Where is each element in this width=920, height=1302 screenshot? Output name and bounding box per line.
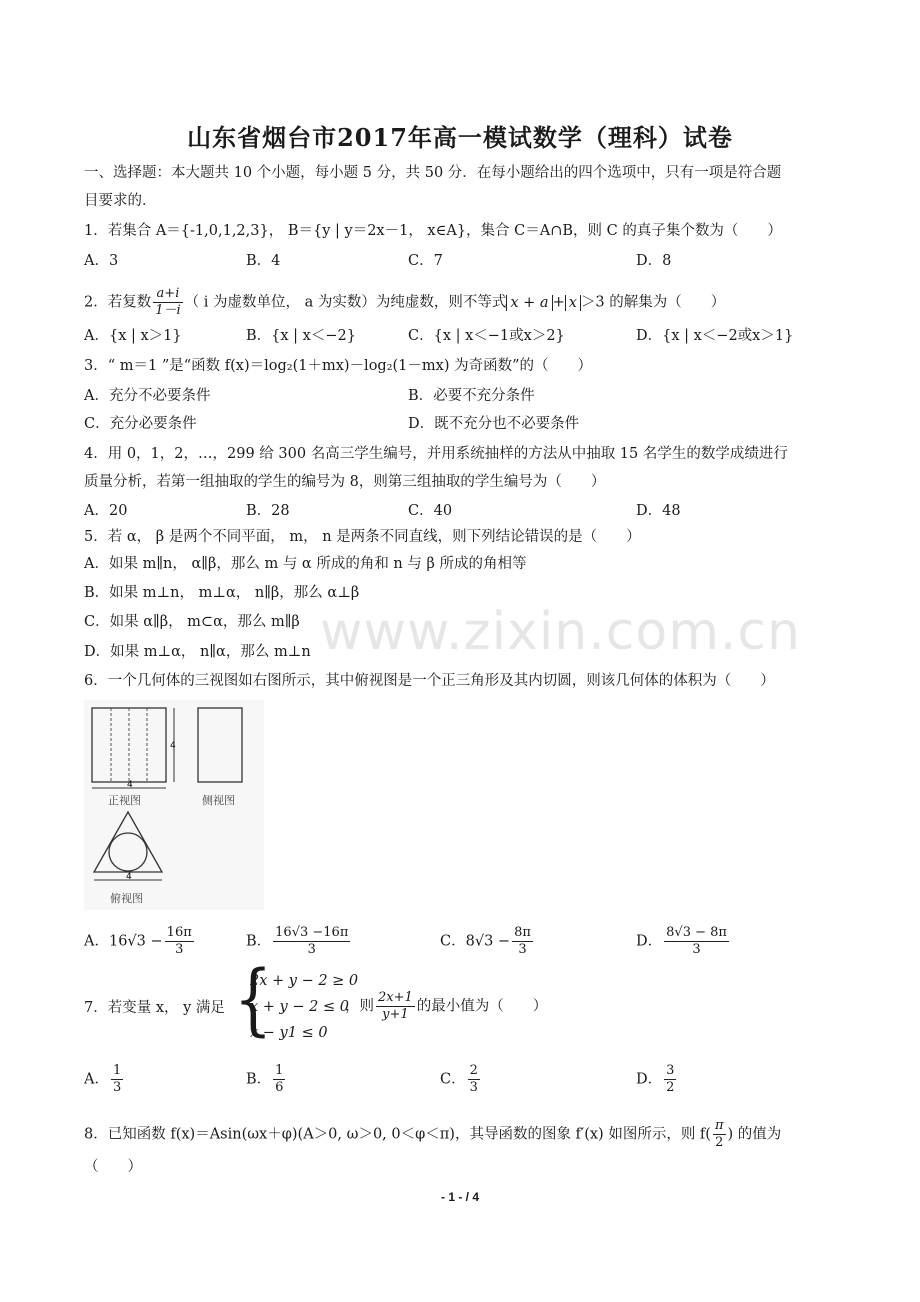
q5-option-b: B．如果 m⊥n， m⊥α， n∥β，那么 α⊥β <box>84 585 360 601</box>
q8-stem <box>84 1118 844 1151</box>
q2-plus: + <box>552 294 565 311</box>
q8-frac-den: 2 <box>715 1135 724 1150</box>
q7-d-num: 3 <box>666 1063 675 1078</box>
q2-option-b: B．{x | x＜−2} <box>246 328 356 344</box>
q2-stem <box>84 286 844 319</box>
q7-a-den: 3 <box>112 1080 122 1095</box>
q6-a-frac <box>165 925 194 958</box>
section-instructions-line1: 一、选择题：本大题共 10 个小题，每小题 5 分，共 50 分．在每小题给出的四个选项中，只有一项是符合题 <box>84 165 782 181</box>
q6-option-a <box>84 925 196 958</box>
front-width-label: 4 <box>127 780 133 790</box>
q7-a-num: 1 <box>112 1063 122 1078</box>
q8-suffix: ) 的值为 <box>727 1126 782 1143</box>
q7-constraint-3: x − y1 ≤ 0 <box>250 1025 328 1041</box>
q6-stem: 6．一个几何体的三视图如右图所示，其中俯视图是一个正三角形及其内切圆，则该几何体的体积为（ ） <box>84 673 775 689</box>
q4-option-c: C．40 <box>408 503 453 519</box>
q7-brace: { <box>234 954 273 1046</box>
q1-option-a: A．3 <box>84 253 119 269</box>
q7-tail <box>345 990 547 1023</box>
q7-c-den: 3 <box>469 1080 478 1095</box>
q7-constraint-2: x + y − 2 ≤ 0 <box>250 999 349 1015</box>
q4-option-b: B．28 <box>246 503 290 519</box>
q7-option-c <box>440 1063 482 1096</box>
q3-option-d: D．既不充分也不必要条件 <box>408 416 580 432</box>
q6-b-num: 16√3 −16π <box>275 925 349 940</box>
q6-option-d <box>636 925 731 958</box>
q6-a-pre: 16√3 − <box>108 933 163 950</box>
q8-answer-paren: （ ） <box>84 1159 142 1175</box>
q6-a-num: 16π <box>166 925 192 940</box>
q2-option-a: A．{x | x＞1} <box>84 328 182 344</box>
q5-option-d: D．如果 m⊥α， n∥α，那么 m⊥n <box>84 644 311 660</box>
q6-b-label: B． <box>246 933 272 950</box>
q7-a-label: A． <box>84 1071 109 1088</box>
q2-fraction <box>153 286 182 319</box>
q6-d-den: 3 <box>692 942 701 957</box>
q4-stem-line2: 质量分析，若第一组抽取的学生的编号为 8，则第三组抽取的学生编号为（ ） <box>84 474 606 490</box>
q4-option-a: A．20 <box>84 503 128 519</box>
front-view-label: 正视图 <box>108 794 141 807</box>
q2-option-c: C．{x | x＜−1或x＞2} <box>408 328 565 344</box>
q6-d-label: D． <box>636 933 663 950</box>
q7-d-frac <box>664 1063 676 1096</box>
q5-option-a: A．如果 m∥n， α∥β，那么 m 与 α 所成的角和 n 与 β 所成的角相等 <box>84 556 527 572</box>
q7-frac-den: y+1 <box>382 1007 409 1022</box>
q7-option-d <box>636 1063 678 1096</box>
page-footer: - 1 - / 4 <box>440 1190 479 1204</box>
q3-stem: 3．“ m＝1 ”是“函数 f(x)＝log₂(1＋mx)－log₂(1－mx) 为奇函数”的（ ） <box>84 358 593 374</box>
q7-option-b <box>246 1063 287 1096</box>
q6-c-num: 8π <box>514 925 531 940</box>
q2-suffix2: ＞3 的解集为（ ） <box>580 294 726 311</box>
q7-a-frac <box>111 1063 123 1096</box>
page-title: 山东省烟台市2017年高一模试数学（理科）试卷 <box>187 123 733 152</box>
q6-option-b <box>246 925 352 958</box>
q6-c-pre: 8√3 − <box>465 933 511 950</box>
q2-suffix1: （ i 为虚数单位， a 为实数）为纯虚数，则不等式 <box>184 294 507 311</box>
three-view-figure <box>84 700 264 910</box>
q2-frac-num: a+i <box>153 286 182 303</box>
q7-b-den: 6 <box>275 1080 284 1095</box>
q7-suffix: 的最小值为（ ） <box>416 998 548 1015</box>
q6-a-den: 3 <box>175 942 184 957</box>
q7-option-a <box>84 1063 125 1096</box>
q6-c-den: 3 <box>518 942 527 957</box>
q2-abs1: x + a <box>506 295 552 311</box>
q4-option-d: D．48 <box>636 503 681 519</box>
q1-stem: 1．若集合 A＝{-1,0,1,2,3}， B＝{y | y＝2x－1， x∈A}，集合 C＝A∩B，则 C 的真子集个数为（ ） <box>84 223 782 239</box>
q7-frac <box>376 990 415 1023</box>
q6-d-num: 8√3 − 8π <box>666 925 727 940</box>
top-view-label: 俯视图 <box>110 892 143 905</box>
q2-frac-den: 1－i <box>155 303 181 318</box>
q7-d-label: D． <box>636 1071 663 1088</box>
q7-constraint-1: 2x + y − 2 ≥ 0 <box>250 973 359 989</box>
top-base-label: 4 <box>126 872 132 882</box>
q6-c-label: C． <box>440 933 466 950</box>
side-view-label: 侧视图 <box>202 794 235 807</box>
q1-option-c: C．7 <box>408 253 443 269</box>
watermark: www.zixin.com.cn <box>320 602 801 662</box>
front-height-label: 4 <box>170 741 176 751</box>
q1-option-d: D．8 <box>636 253 672 269</box>
q2-option-d: D．{x | x＜−2或x＞1} <box>636 328 794 344</box>
section-instructions-line2: 目要求的． <box>84 193 157 209</box>
q2-abs2: x <box>565 295 581 311</box>
q3-option-a: A．充分不必要条件 <box>84 388 211 404</box>
q3-option-b: B．必要不充分条件 <box>408 388 535 404</box>
q7-d-den: 2 <box>666 1080 675 1095</box>
q8-frac <box>713 1118 726 1151</box>
q6-d-frac <box>664 925 729 958</box>
q7-c-num: 2 <box>469 1063 478 1078</box>
q5-option-c: C．如果 α∥β， m⊂α，那么 m∥β <box>84 614 300 630</box>
q2-prefix: 2．若复数 <box>84 294 152 311</box>
q7-c-label: C． <box>440 1071 466 1088</box>
q1-option-b: B．4 <box>246 253 281 269</box>
q5-stem: 5．若 α， β 是两个不同平面， m， n 是两条不同直线，则下列结论错误的是（ ） <box>84 529 641 545</box>
q3-option-c: C．充分必要条件 <box>84 416 197 432</box>
q7-b-label: B． <box>246 1071 272 1088</box>
q6-b-frac <box>273 925 350 958</box>
q6-c-frac <box>512 925 533 958</box>
q7-b-frac <box>273 1063 285 1096</box>
q7-c-frac <box>468 1063 480 1096</box>
q6-b-den: 3 <box>307 942 316 957</box>
q7-frac-num: 2x+1 <box>378 990 413 1005</box>
q6-a-label: A． <box>84 933 109 950</box>
q6-option-c <box>440 925 535 958</box>
q7-b-num: 1 <box>275 1063 284 1078</box>
q8-prefix: 8．已知函数 f(x)＝Asin(ωx＋φ)(A＞0, ω＞0, 0＜φ＜π)，其导函数的图象 f′(x) 如图所示，则 f( <box>84 1126 711 1143</box>
q7-prefix: 7．若变量 x， y 满足 <box>84 1000 225 1016</box>
q4-stem-line1: 4．用 0，1，2，…，299 给 300 名高三学生编号，并用系统抽样的方法从中抽取 15 名学生的数学成绩进行 <box>84 446 788 462</box>
q7-mid: ，则 <box>345 998 374 1015</box>
q8-frac-num: π <box>714 1118 724 1133</box>
